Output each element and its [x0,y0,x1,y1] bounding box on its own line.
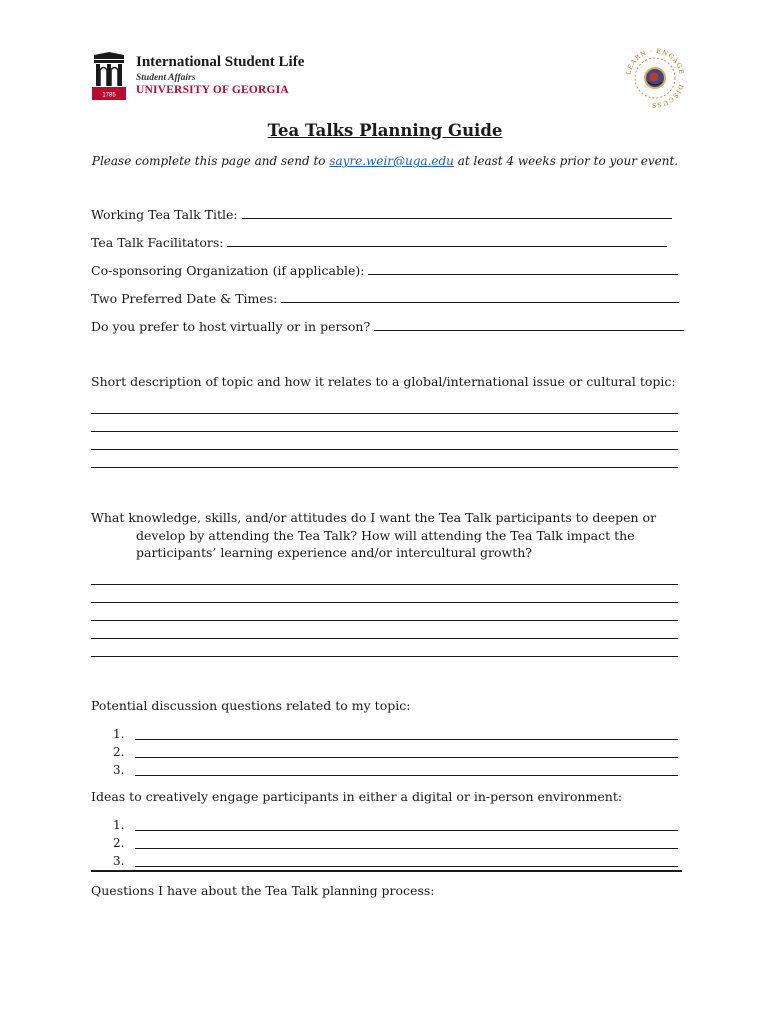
question-line[interactable] [135,757,678,758]
department-name: Student Affairs [136,73,196,83]
working-title-blank[interactable] [242,206,672,219]
arch-year: 1785 [102,92,116,99]
question-number: 2. [113,745,125,759]
description-line[interactable] [91,413,678,414]
dates-field [91,290,679,306]
instructions-after: at least 4 weeks prior to your event. [453,154,679,168]
knowledge-prompt-line3: participants’ learning experience and/or intercultural growth? [136,545,533,560]
email-link[interactable]: sayre.weir@uga.edu [329,154,454,168]
idea-number: 1. [113,818,125,832]
virtual-field [91,318,684,334]
idea-line[interactable] [135,866,678,867]
knowledge-line[interactable] [91,584,678,585]
facilitators-label: Tea Talk Facilitators: [91,235,224,250]
idea-number: 3. [113,854,125,868]
knowledge-line[interactable] [91,602,678,603]
knowledge-line[interactable] [91,656,678,657]
instructions [0,154,770,168]
description-line[interactable] [91,467,678,468]
working-title-field [91,206,672,222]
dates-blank[interactable] [281,290,679,303]
cosponsor-label: Co-sponsoring Organization (if applicable): [91,263,365,278]
dates-label: Two Preferred Date & Times: [91,291,278,306]
knowledge-line[interactable] [91,620,678,621]
working-title-label: Working Tea Talk Title: [91,207,238,222]
instructions-before: Please complete this page and send to [91,154,330,168]
planning-prompt: Questions I have about the Tea Talk planning process: [91,883,435,898]
idea-line[interactable] [135,830,678,831]
question-number: 3. [113,763,125,777]
facilitators-field [91,234,667,250]
idea-line[interactable] [135,848,678,849]
learn-engage-discuss-seal [620,48,690,108]
description-prompt: Short description of topic and how it relates to a global/international issue or cultural topic: [91,374,676,389]
cosponsor-field [91,262,678,278]
document-title: Tea Talks Planning Guide [267,121,503,140]
virtual-label: Do you prefer to host virtually or in person? [91,319,371,334]
description-line[interactable] [91,449,678,450]
idea-number: 2. [113,836,125,850]
question-line[interactable] [135,739,678,740]
seal-text: LEARN · ENGAGE · DISCUSS [625,48,686,108]
knowledge-prompt-line2: develop by attending the Tea Talk? How will attending the Tea Talk impact the [136,527,635,543]
virtual-blank[interactable] [374,318,684,331]
ideas-prompt: Ideas to creatively engage participants in either a digital or in-person environment: [91,789,623,804]
university-name: UNIVERSITY OF GEORGIA [136,84,289,96]
section-divider [91,870,682,872]
knowledge-prompt-line1: What knowledge, skills, and/or attitudes do I want the Tea Talk participants to deepen or [91,510,657,525]
question-number: 1. [113,727,125,741]
questions-prompt: Potential discussion questions related to my topic: [91,698,411,713]
uga-arch-logo [92,52,126,100]
facilitators-blank[interactable] [227,234,667,247]
org-name: International Student Life [136,54,305,70]
knowledge-prompt [91,509,691,562]
knowledge-line[interactable] [91,638,678,639]
description-line[interactable] [91,431,678,432]
cosponsor-blank[interactable] [368,262,678,275]
question-line[interactable] [135,775,678,776]
